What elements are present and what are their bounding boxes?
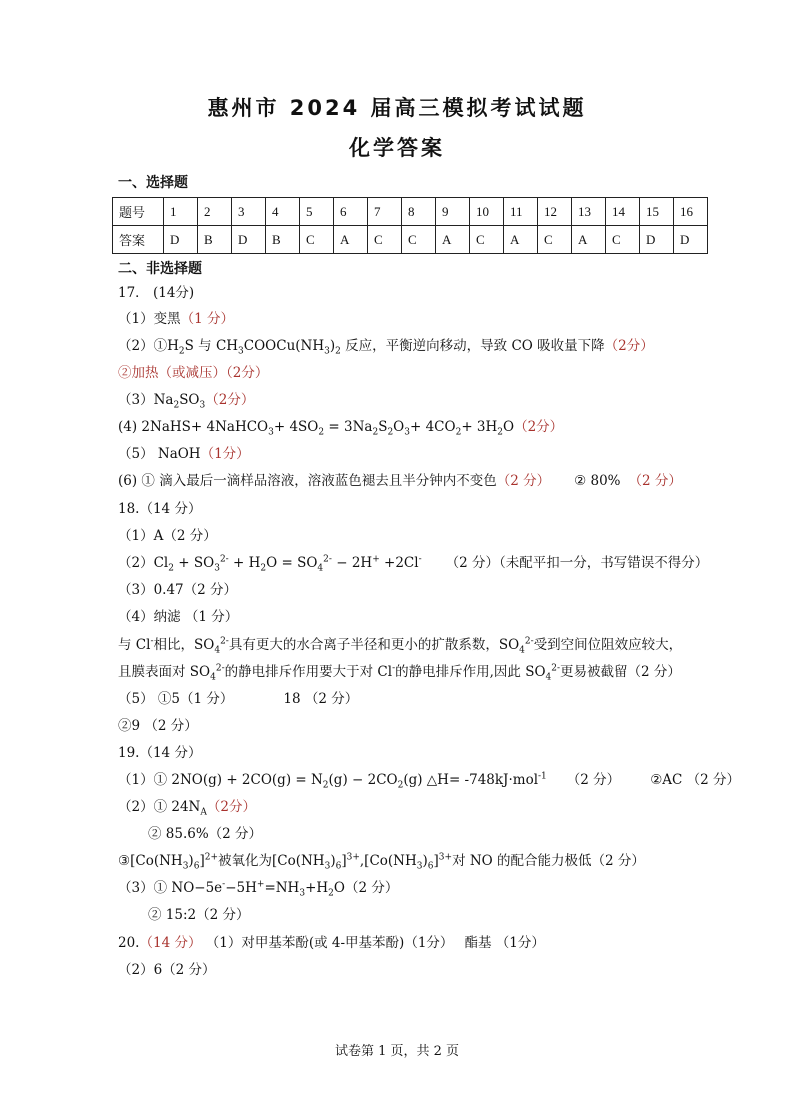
answer-text: + 3H [461, 419, 498, 435]
q17-part5 [118, 445, 250, 463]
subscript: 3 [404, 427, 410, 438]
q18-part2 [118, 554, 708, 572]
question-number-cell: 16 [674, 198, 708, 226]
score-label: （2分） [604, 338, 654, 354]
answer-text: O（2 分） [333, 880, 399, 896]
superscript: - [392, 663, 396, 674]
answer-text: = 3Na [324, 419, 373, 435]
q18-part4-explanation-line2 [118, 663, 681, 681]
answer-text: 相比，SO [153, 637, 215, 653]
answer-text: ) [422, 853, 428, 869]
answer-cell: C [538, 226, 572, 254]
answer-text: （1）① 2NO(g) + 2CO(g) = N [118, 772, 323, 788]
answer-text: （3）Na [118, 392, 174, 408]
answer-cell: A [334, 226, 368, 254]
table-header-cell: 题号 [113, 198, 164, 226]
question-number-cell: 7 [368, 198, 402, 226]
q18-part3: （3）0.47（2 分） [118, 582, 238, 598]
answer-text: 更易被截留（2 分） [560, 664, 681, 680]
page-subtitle: 化学答案 [349, 136, 445, 160]
q18-part4-explanation-line1 [118, 636, 682, 654]
page-title: 惠州市 2024 届高三模拟考试试题 [207, 96, 587, 120]
subscript: 3 [324, 861, 331, 872]
superscript: + [372, 554, 380, 565]
q17-part2-2 [118, 364, 268, 382]
score-label: （1 分） [180, 311, 234, 327]
answer-text: （2 分）（未配平扣一分，书写错误不得分） [445, 555, 709, 571]
superscript: 2+ [204, 852, 218, 863]
subscript: 2 [335, 346, 341, 357]
answer-text: =NH [264, 880, 300, 896]
q18-part5 [118, 690, 358, 708]
answer-text: 的静电排斥作用要大于对 Cl [224, 664, 393, 680]
subscript: 4 [214, 645, 221, 656]
answer-text: COOCu(NH [243, 338, 325, 354]
q19-heading: 19.（14 分） [118, 745, 202, 761]
question-number-cell: 4 [266, 198, 300, 226]
answer-text: （2）①H [118, 338, 179, 354]
section-multiple-choice-label: 一、选择题 [118, 175, 188, 191]
answer-text: （2）Cl [118, 555, 169, 571]
section-free-response-label: 二、非选择题 [118, 261, 202, 277]
answer-text: ] [433, 853, 439, 869]
answer-text: 且膜表面对 SO [118, 664, 211, 680]
answer-cell: C [470, 226, 504, 254]
q17-part6 [118, 472, 682, 490]
table-row-answers [113, 226, 708, 254]
superscript: - [150, 636, 154, 647]
score-label: （2分） [514, 419, 564, 435]
q18-part1: （1）A（2 分） [118, 528, 217, 544]
q18-part5-2: ②9 （2 分） [118, 718, 198, 734]
answer-cell: D [164, 226, 198, 254]
question-number-cell: 8 [402, 198, 436, 226]
q19-part2-3 [118, 852, 645, 870]
q20-heading [118, 934, 545, 952]
answer-text: + 4CO [409, 419, 456, 435]
answer-text: + SO [173, 555, 215, 571]
subscript: 2 [497, 427, 504, 438]
answer-table [112, 197, 708, 254]
answer-text: O = SO [266, 555, 318, 571]
subscript: 2 [260, 563, 267, 574]
page-footer: 试卷第 1 页，共 2 页 [334, 1044, 460, 1059]
question-number-cell: 5 [300, 198, 334, 226]
subscript: 2 [387, 427, 394, 438]
subscript: 4 [545, 672, 552, 683]
answer-text: 具有更大的水合离子半径和更小的扩散系数，SO [228, 637, 520, 653]
question-number-cell: 10 [470, 198, 504, 226]
subscript: 2 [372, 427, 379, 438]
q19-part1 [118, 771, 740, 789]
superscript: - [418, 554, 422, 565]
superscript: -1 [538, 771, 547, 782]
answer-text: +2Cl [379, 555, 419, 571]
answer-text: O [393, 419, 405, 435]
answer-cell: A [504, 226, 538, 254]
question-number-cell: 13 [572, 198, 606, 226]
answer-text: ,[Co(NH [359, 853, 417, 869]
q20-part2: （2）6（2 分） [118, 962, 216, 978]
answer-cell: C [300, 226, 334, 254]
subscript: 4 [317, 563, 324, 574]
subscript: 6 [335, 861, 342, 872]
answer-text: 18 （2 分） [283, 691, 359, 707]
subscript: 3 [214, 563, 220, 574]
subscript: 3 [324, 346, 330, 357]
answer-text: 与 Cl [118, 637, 151, 653]
table-header-cell: 答案 [113, 226, 164, 254]
score-label: （14 分） [139, 935, 202, 951]
question-number-cell: 9 [436, 198, 470, 226]
subscript: 2 [328, 888, 334, 899]
subscript: A [200, 807, 207, 818]
answer-text: 对 NO 的配合能力极低（2 分） [452, 853, 645, 869]
answer-text: （5） NaOH [118, 446, 201, 462]
answer-text: ③[Co(NH [118, 853, 183, 869]
answer-text: (g) − 2CO [328, 772, 398, 788]
subscript: 6 [193, 861, 200, 872]
answer-text: ① 滴入最后一滴样品溶液，溶液蓝色褪去且半分钟内不变色 [141, 473, 497, 489]
answer-text: SO [179, 392, 200, 408]
answer-cell: A [572, 226, 606, 254]
answer-text: − 2H [331, 555, 373, 571]
answer-text: + 4SO [273, 419, 319, 435]
question-number-cell: 14 [606, 198, 640, 226]
q19-part3 [118, 879, 398, 897]
q18-part4: （4）纳滤 （1 分） [118, 609, 239, 625]
answer-cell: D [674, 226, 708, 254]
answer-text: （3）① NO−5e [118, 880, 223, 896]
question-number-cell: 3 [232, 198, 266, 226]
answer-cell: C [606, 226, 640, 254]
superscript: 2- [323, 554, 332, 565]
answer-text: + H [228, 555, 261, 571]
answer-text: 的静电排斥作用,因此 SO [395, 664, 546, 680]
answer-text: (6) [118, 473, 142, 489]
answer-cell: C [402, 226, 436, 254]
q17-heading: 17． (14分) [118, 285, 195, 301]
answer-text: (4) 2NaHS+ 4NaHCO [118, 419, 269, 435]
subscript: 4 [519, 645, 525, 656]
subscript: 3 [268, 427, 274, 438]
answer-text: ) [188, 853, 194, 869]
subscript: 3 [416, 861, 423, 872]
subscript: 2 [178, 346, 185, 357]
subscript: 2 [173, 400, 180, 411]
superscript: 3+ [438, 852, 453, 863]
score-label: （1分） [200, 446, 250, 462]
subscript: 3 [199, 400, 206, 411]
answer-text: ②加热（或减压） [118, 365, 226, 381]
superscript: 2- [215, 663, 225, 674]
superscript: 3+ [346, 852, 360, 863]
answer-text: 20. [118, 935, 140, 951]
q17-part1 [118, 310, 234, 328]
answer-text: +H [305, 880, 329, 896]
subscript: 2 [168, 563, 174, 574]
q17-part4 [118, 418, 563, 436]
score-label: （2 分） [566, 772, 621, 788]
superscript: 2- [219, 554, 229, 565]
answer-cell: B [266, 226, 300, 254]
answer-text: S [378, 419, 388, 435]
subscript: 2 [455, 427, 462, 438]
superscript: 2- [524, 636, 534, 647]
answer-text: ) [330, 853, 336, 869]
answer-text: S 与 CH [184, 338, 239, 354]
q19-part3-2: ② 15:2（2 分） [148, 907, 250, 923]
superscript: + [256, 879, 265, 890]
question-number-cell: 1 [164, 198, 198, 226]
score-label: （2分） [226, 365, 269, 381]
superscript: - [222, 879, 226, 890]
answer-text: O [503, 419, 515, 435]
answer-cell: A [436, 226, 470, 254]
subscript: 3 [238, 346, 244, 357]
subscript: 6 [427, 861, 434, 872]
answer-text: （2）① 24N [118, 799, 201, 815]
answer-cell: B [198, 226, 232, 254]
answer-text: −5H [225, 880, 257, 896]
superscript: 2- [220, 636, 229, 647]
table-row-question-numbers [113, 198, 708, 226]
question-number-cell: 6 [334, 198, 368, 226]
question-number-cell: 2 [198, 198, 232, 226]
question-number-cell: 11 [504, 198, 538, 226]
answer-text: （1）变黑 [118, 311, 181, 327]
answer-text: 受到空间位阻效应较大， [533, 637, 683, 653]
q17-part3 [118, 391, 254, 409]
answer-text: （1）对甲基苯酚(或 4-甲基苯酚)（1分） 酯基 （1分） [201, 935, 545, 951]
answer-text: ②AC （2 分） [650, 772, 741, 788]
q19-part2 [118, 798, 256, 816]
q17-part2 [118, 337, 654, 355]
score-label: （2 分） [496, 473, 551, 489]
q19-part2-2: ② 85.6%（2 分） [148, 826, 263, 842]
superscript: 2- [551, 663, 561, 674]
answer-text: ) [329, 338, 336, 354]
question-number-cell: 15 [640, 198, 674, 226]
answer-text: （5） ①5（1 分） [118, 691, 234, 707]
answer-text: ] [341, 853, 347, 869]
answer-cell: D [640, 226, 674, 254]
score-label: （2分） [206, 799, 256, 815]
answer-cell: C [368, 226, 402, 254]
answer-cell: D [232, 226, 266, 254]
score-label: （2 分） [628, 473, 682, 489]
answer-text: 反应，平衡逆向移动，导致 CO 吸收量下降 [340, 338, 605, 354]
answer-text: ] [199, 853, 205, 869]
answer-text: (g) △H= -748kJ·mol [403, 772, 539, 788]
subscript: 2 [318, 427, 325, 438]
subscript: 3 [299, 888, 306, 899]
subscript: 4 [210, 672, 216, 683]
subscript: 3 [182, 861, 189, 872]
subscript: 2 [322, 780, 329, 791]
answer-text: ② 80% [574, 473, 621, 489]
score-label: （2分） [205, 392, 255, 408]
answer-text: 被氧化为[Co(NH [218, 853, 325, 869]
q18-heading: 18.（14 分） [118, 501, 202, 517]
subscript: 2 [397, 780, 404, 791]
question-number-cell: 12 [538, 198, 572, 226]
